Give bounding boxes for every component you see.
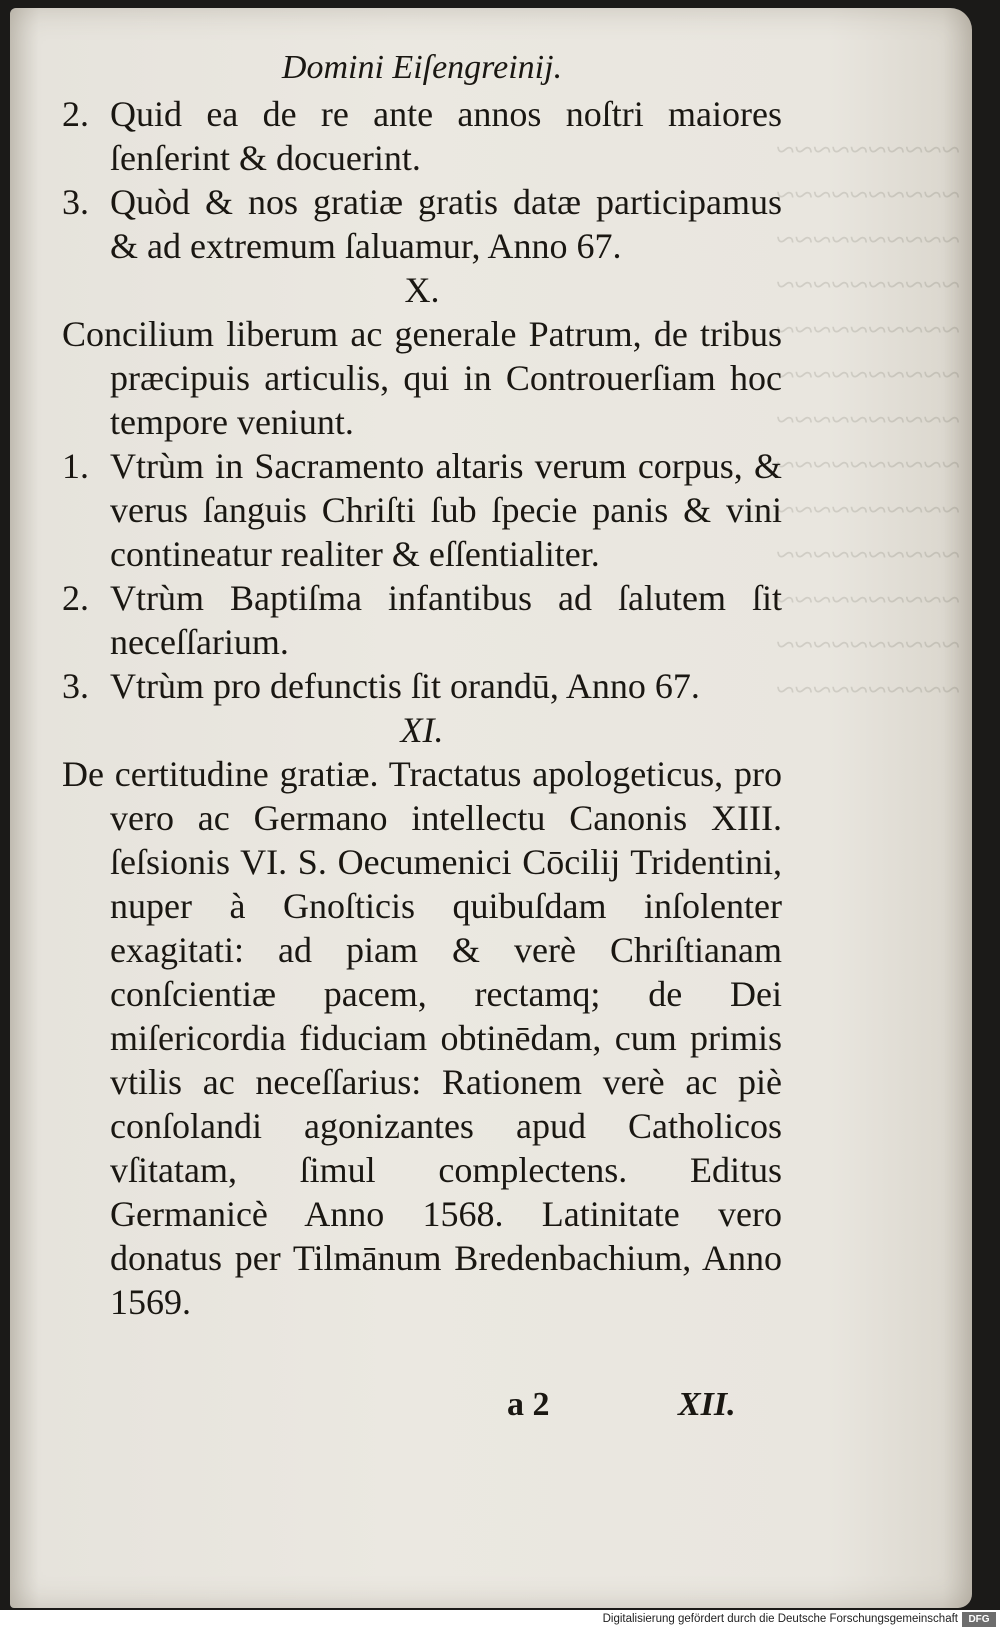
list-item	[62, 664, 782, 708]
list-item	[62, 180, 782, 268]
item-text: Quid ea de re ante annos noſtri maiores ſenſerint & docuerint.	[110, 94, 782, 178]
bleed-through-shadow: ~~~~~~~~~~ ~~~~~~~~~~ ~~~~~~~~~~ ~~~~~~~~~~ ~~~~~~~~~~ ~~~~~~~~~~ ~~~~~~~~~~ ~~~~~~~~~~ ~~~~~~~~~~ ~~~~~~~~~~ ~~~~~~~~~~ ~~~~~~~~~~ ~~~~~~~~~~	[776, 132, 960, 709]
dfg-logo: DFG	[962, 1612, 996, 1627]
page-text	[62, 46, 782, 1324]
running-header: Domini Eiſengreinij.	[281, 49, 563, 86]
item-number: 3.	[62, 182, 89, 222]
item-text: Quòd & nos gratiæ gratis datæ participamus & ad extremum ſaluamur, Anno 67.	[110, 182, 782, 266]
item-text: Vtrùm pro defunctis ſit orandū, Anno 67.	[110, 666, 700, 706]
item-number: 2.	[62, 578, 89, 618]
list-item	[62, 92, 782, 180]
section-heading-x: X.	[404, 270, 440, 310]
section-heading-xi: XI.	[400, 710, 444, 750]
paragraph-x: Concilium liberum ac generale Patrum, de tribus præcipuis articulis, qui in Controuerſiam hoc tempore veniunt.	[62, 314, 782, 442]
book-page	[10, 8, 972, 1608]
paragraph-xi: De certitudine gratiæ. Tractatus apologeticus, pro vero ac Germano intellectu Canonis XIII. ſeſsionis VI. S. Oecumenici Cōcilij Tridentini, nuper à Gnoſticis quibuſdam inſolenter exagitati: ad piam & verè Chriſtianam conſcientiæ pacem, rectamq; de Dei miſericordia fiduciam obtinēdam, cum primis vtilis ac neceſſarius: Rationem verè ac piè conſolandi agonizantes apud Catholicos vſitatam, ſimul complectens. Editus Germanicè Anno 1568. Latinitate vero donatus per Tilmānum Bredenbachium, Anno 1569.	[62, 754, 782, 1322]
catchword: XII.	[678, 1386, 736, 1423]
signature-mark: a 2	[507, 1386, 550, 1423]
funding-credit: Digitalisierung gefördert durch die Deutsche Forschungsgemeinschaft	[602, 1613, 958, 1625]
item-text: Vtrùm in Sacramento altaris verum corpus, & verus ſanguis Chriſti ſub ſpecie panis & vini contineatur realiter & eſſentialiter.	[110, 446, 782, 574]
list-item	[62, 576, 782, 664]
item-number: 1.	[62, 446, 89, 486]
item-number: 3.	[62, 666, 89, 706]
list-item	[62, 444, 782, 576]
item-number: 2.	[62, 94, 89, 134]
digitization-footer	[0, 1610, 1000, 1630]
item-text: Vtrùm Baptiſma infantibus ad ſalutem ſit neceſſarium.	[110, 578, 782, 662]
